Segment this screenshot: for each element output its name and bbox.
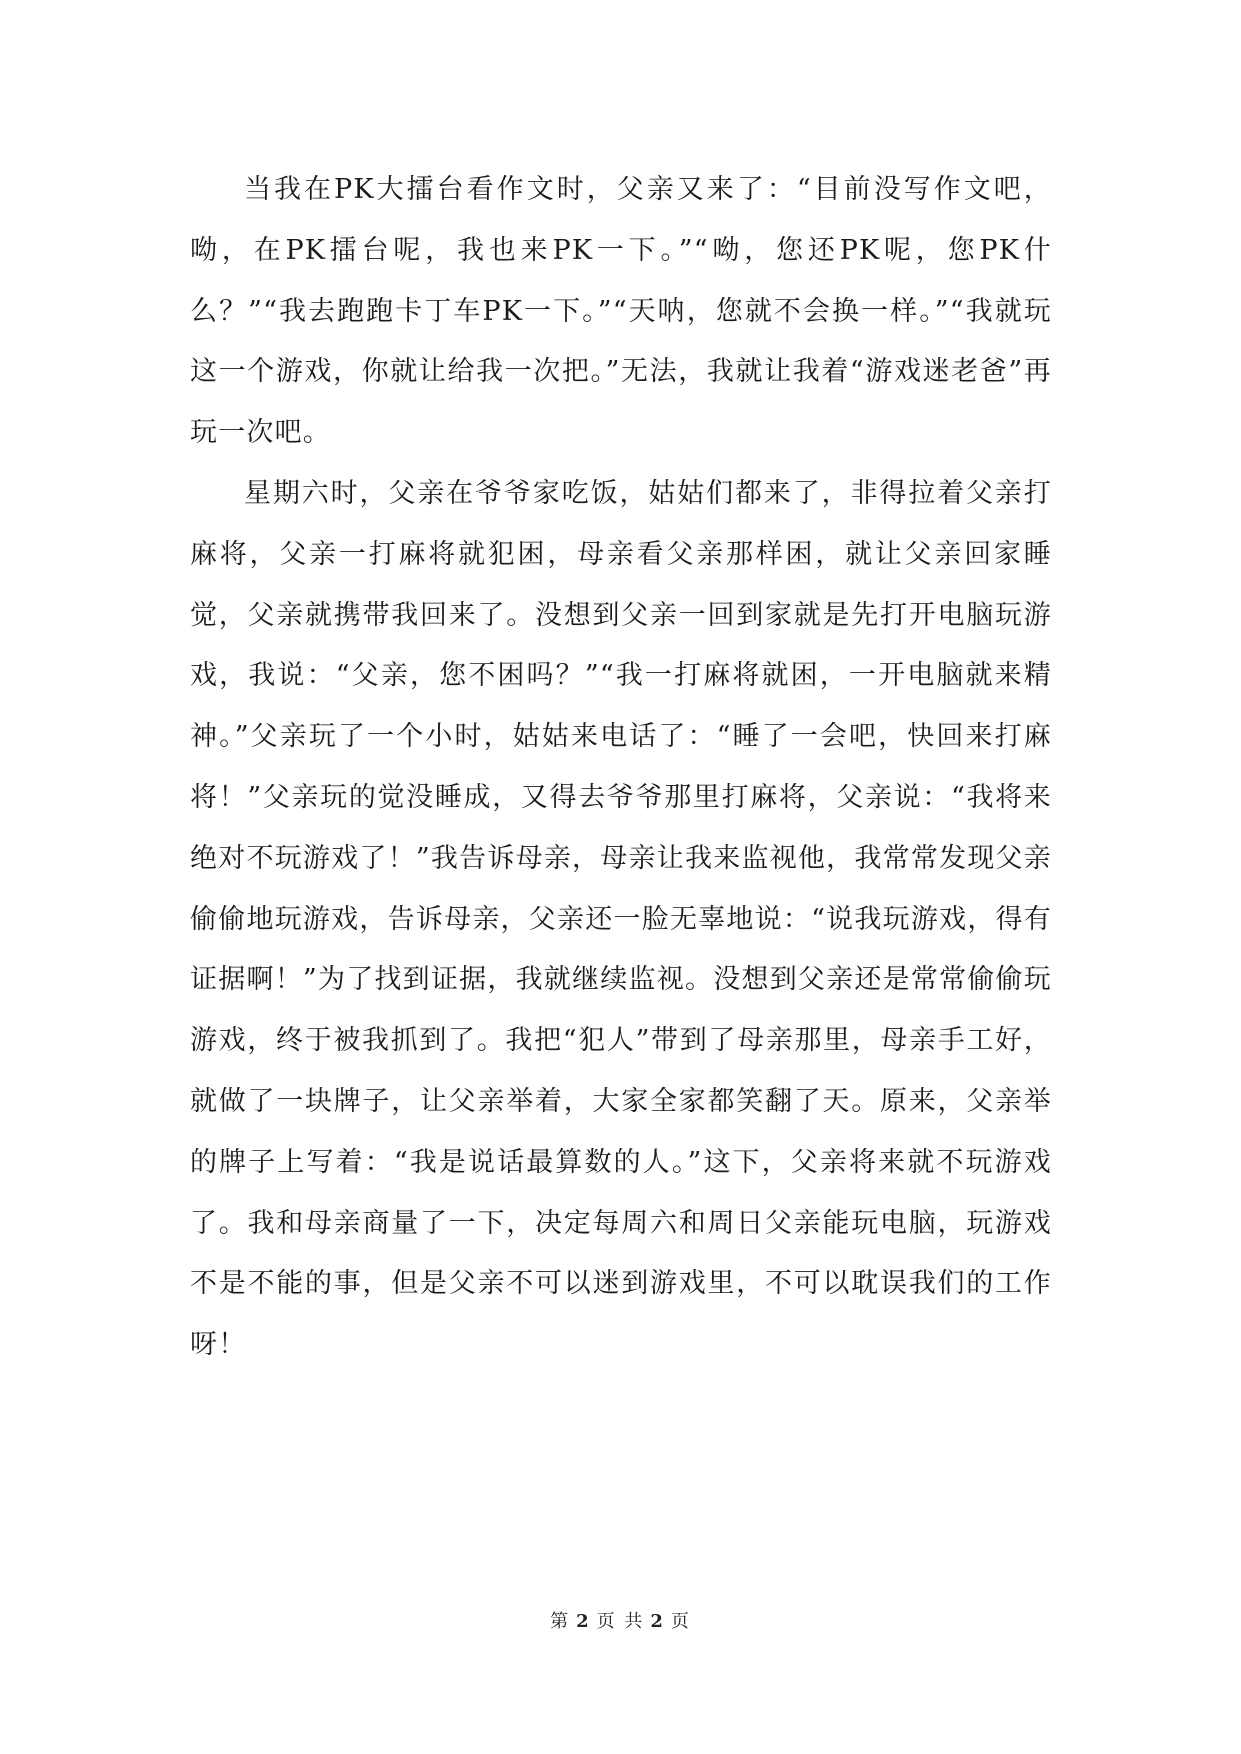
- footer-suffix: 页: [670, 1611, 691, 1632]
- current-page-number: 2: [576, 1611, 591, 1632]
- footer-prefix: 第: [550, 1611, 571, 1632]
- paragraph-2: 星期六时，父亲在爷爷家吃饭，姑姑们都来了，非得拉着父亲打麻将，父亲一打麻将就犯困，母亲看父亲那样困，就让父亲回家睡觉，父亲就携带我回来了。没想到父亲一回到家就是先打开电脑玩游戏，我说：“父亲，您不困吗？”“我一打麻将就困，一开电脑就来精神。”父亲玩了一个小时，姑姑来电话了：“睡了一会吧，快回来打麻将！”父亲玩的觉没睡成，又得去爷爷那里打麻将，父亲说：“我将来绝对不玩游戏了！”我告诉母亲，母亲让我来监视他，我常常发现父亲偷偷地玩游戏，告诉母亲，父亲还一脸无辜地说：“说我玩游戏，得有证据啊！”为了找到证据，我就继续监视。没想到父亲还是常常偷偷玩游戏，终于被我抓到了。我把“犯人”带到了母亲那里，母亲手工好，就做了一块牌子，让父亲举着，大家全家都笑翻了天。原来，父亲举的牌子上写着：“我是说话最算数的人。”这下，父亲将来就不玩游戏了。我和母亲商量了一下，决定每周六和周日父亲能玩电脑，玩游戏不是不能的事，但是父亲不可以迷到游戏里，不可以耽误我们的工作呀！: [190, 477, 1052, 1361]
- document-body: [190, 160, 1052, 1376]
- page-footer: [0, 1607, 1241, 1633]
- footer-middle: 页 共: [596, 1611, 645, 1632]
- paragraph-1: 当我在PK大擂台看作文时，父亲又来了：“目前没写作文吧，呦，在PK擂台呢，我也来PK一下。”“呦，您还PK呢，您PK什么？”“我去跑跑卡丁车PK一下。”“天呐，您就不会换一样。”“我就玩这一个游戏，你就让给我一次把。”无法，我就让我着“游戏迷老爸”再玩一次吧。: [190, 174, 1052, 449]
- total-pages-number: 2: [650, 1611, 665, 1632]
